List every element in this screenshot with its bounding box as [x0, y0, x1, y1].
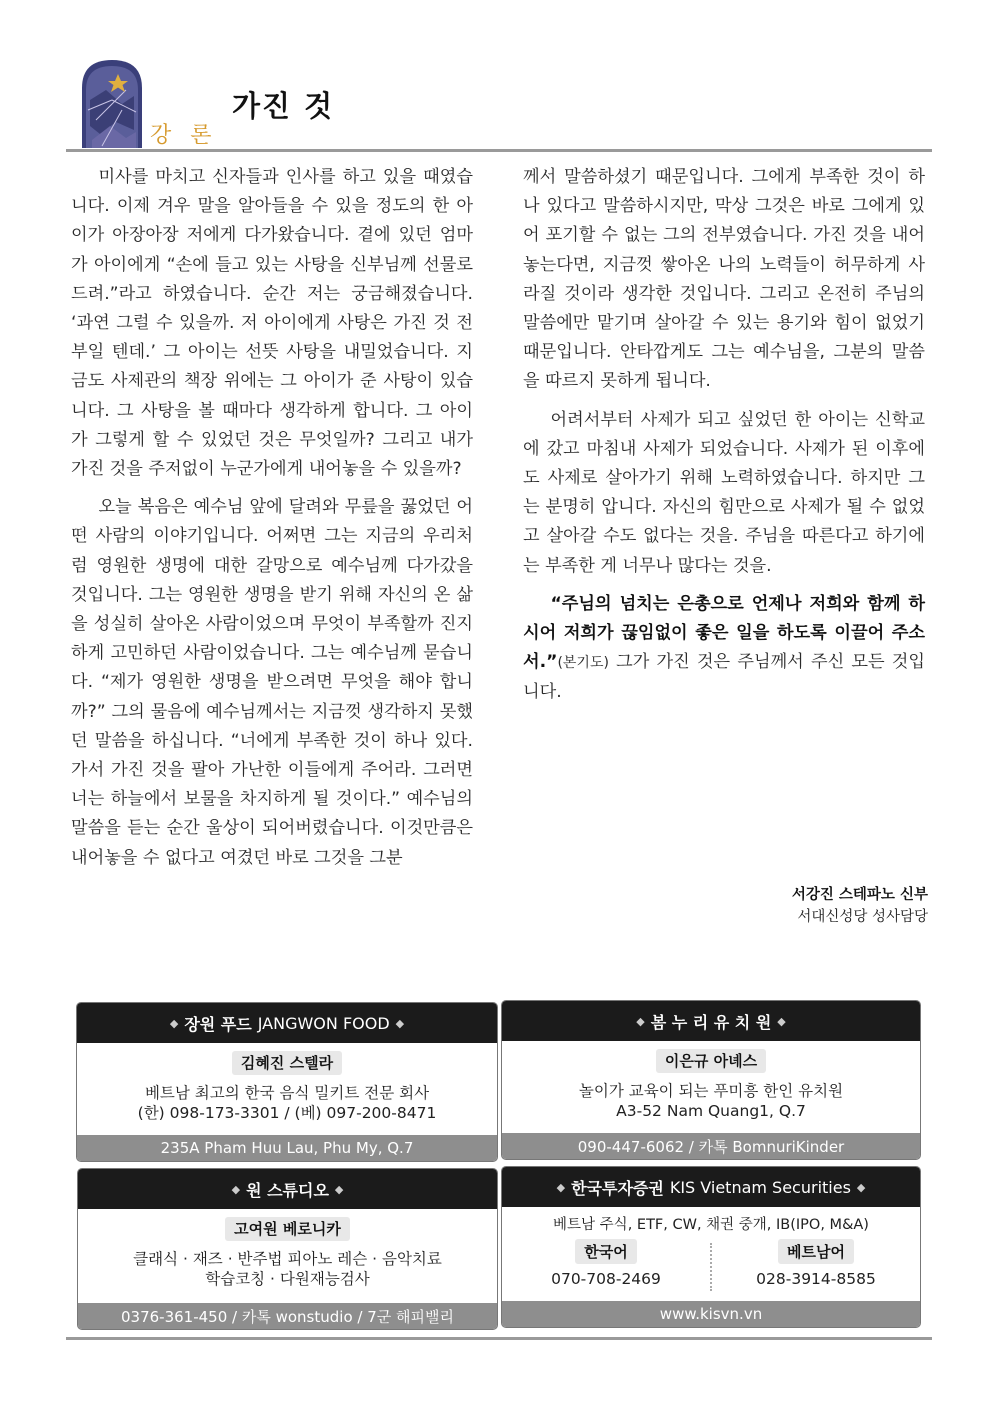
ad-title: 원 스튜디오 [246, 1180, 329, 1200]
diamond-icon: ◆ [556, 1180, 566, 1194]
closing-paragraph [523, 590, 925, 708]
ad-footer: www.kisvn.vn [502, 1301, 920, 1327]
ad-title-en: KIS Vietnam Securities [669, 1177, 851, 1197]
ad-title-en: JANGWON FOOD [257, 1013, 390, 1033]
ad-title: 한국투자증권 [571, 1178, 664, 1198]
ad-body [77, 1051, 497, 1123]
sermon-label: 강 론 [150, 123, 218, 148]
page-title: 가진 것 [232, 89, 335, 123]
diamond-icon: ◆ [231, 1182, 241, 1196]
diamond-icon: ◆ [777, 1014, 786, 1028]
contact-badge: 고여원 베로니카 [225, 1217, 350, 1241]
ad-line: 베트남 최고의 한국 음식 밀키트 전문 회사 [144, 1084, 430, 1102]
article-left-column [71, 163, 473, 882]
diamond-icon: ◆ [395, 1016, 405, 1030]
ad-header [78, 1169, 497, 1209]
vietnamese-contact [712, 1239, 920, 1291]
ad-won-studio [77, 1168, 498, 1330]
quote-source: (본기도) [557, 655, 609, 672]
diamond-icon: ◆ [856, 1180, 866, 1194]
ad-line: 놀이가 교육이 되는 푸미흥 한인 유치원 [578, 1082, 844, 1100]
ad-header [77, 1003, 497, 1043]
ad-title: 장원 푸드 [184, 1014, 252, 1034]
diamond-icon: ◆ [636, 1014, 645, 1028]
article-right-column [523, 163, 925, 717]
paragraph: 어려서부터 사제가 되고 싶었던 한 아이는 신학교에 갔고 마침내 사제가 되었습니다. 사제가 된 이후에도 사제로 살아가기 위해 노력하였습니다. 하지만 그는 분명히 압니다. 자신의 힘만으로 사제가 될 수 없었고 살아갈 수도 없다는 것을. 주님을 따른다고 하기에는 부족한 게 너무나 많다는 것을. [523, 409, 925, 576]
ad-line: 베트남 주식, ETF, CW, 채권 중개, IB(IPO, M&A) [553, 1217, 869, 1233]
diamond-icon: ◆ [169, 1016, 179, 1030]
sermon-logo-icon [82, 60, 142, 148]
phone-number: 028-3914-8585 [756, 1270, 876, 1288]
top-divider [66, 149, 932, 152]
ad-footer: 090-447-6062 / 카톡 BomnuriKinder [502, 1133, 920, 1159]
ad-footer: 0376-361-450 / 카톡 wonstudio / 7군 해피밸리 [78, 1303, 497, 1329]
phone-number: 070-708-2469 [551, 1270, 661, 1288]
signature-name: 서강진 스테파노 신부 [791, 887, 928, 903]
signature-role: 서대신성당 성사담당 [797, 909, 928, 925]
ad-line: (한) 098-173-3301 / (베) 097-200-8471 [137, 1104, 437, 1122]
paragraph: 오늘 복음은 예수님 앞에 달려와 무릎을 꿇었던 어떤 사람의 이야기입니다. 어쩌면 그는 지금의 우리처럼 영원한 생명에 대한 갈망으로 예수님께 다가갔을 것입니다. 그는 영원한 생명을 받기 위해 자신의 온 삶을 성실히 살아온 사람이었으며 무엇이 부족할까 진지하게 고민하던 사람이었습니다. 그는 예수님께 묻습니다. “제가 영원한 생명을 받으려면 무엇을 해야 합니까?” 그의 물음에 예수님께서는 지금껏 생각하지 못했던 말씀을 하십니다. “너에게 부족한 것이 하나 있다. 가서 가진 것을 팔아 가난한 이들에게 주어라. 그러면 너는 하늘에서 보물을 차지하게 될 것이다.” 예수님의 말씀을 듣는 순간 울상이 되어버렸습니다. 이것만큼은 내어놓을 수 없다고 여겼던 바로 그것을 그분 [71, 497, 473, 868]
ad-body [502, 1049, 920, 1121]
closing-text: 그가 가진 것은 주님께서 주신 모든 것입니다. [523, 652, 925, 703]
ad-line: 클래식 · 재즈 · 반주법 피아노 레슨 · 음악치료 [133, 1250, 442, 1268]
phone-split [502, 1239, 920, 1291]
signature [792, 884, 928, 928]
language-badge: 한국어 [575, 1239, 636, 1264]
ad-title: 봄 누 리 유 치 원 [650, 1012, 772, 1032]
ad-kis-securities [501, 1166, 921, 1328]
diamond-icon: ◆ [334, 1182, 344, 1196]
ad-body [502, 1215, 920, 1235]
ad-line: A3-52 Nam Quang1, Q.7 [616, 1102, 806, 1120]
ad-header [502, 1001, 920, 1041]
ad-header [502, 1167, 920, 1207]
ad-line: 학습코칭 · 다원재능검사 [205, 1270, 370, 1288]
contact-badge: 이은규 아녜스 [656, 1049, 766, 1073]
ad-footer: 235A Pham Huu Lau, Phu My, Q.7 [77, 1135, 497, 1161]
paragraph-continuation: 께서 말씀하셨기 때문입니다. 그에게 부족한 것이 하나 있다고 말씀하시지만, 막상 그것은 바로 그에게 있어 포기할 수 없는 그의 전부였습니다. 가진 것을 내어놓는다면, 지금껏 쌓아온 나의 노력들이 허무하게 사라질 것이라 생각한 것입니다. 그리고 온전히 주님의 말씀에만 맡기며 살아갈 수 있는 용기와 힘이 없었기 때문입니다. 안타깝게도 그는 예수님을, 그분의 말씀을 따르지 못하게 됩니다. [523, 167, 925, 392]
paragraph: 미사를 마치고 신자들과 인사를 하고 있을 때였습니다. 이제 겨우 말을 알아들을 수 있을 정도의 한 아이가 아장아장 저에게 다가왔습니다. 곁에 있던 엄마가 아이에게 “손에 들고 있는 사탕을 신부님께 선물로 드려.”라고 하였습니다. 순간 저는 궁금해졌습니다. ‘과연 그럴 수 있을까. 저 아이에게 사탕은 가진 것 전부일 텐데.’ 그 아이는 선뜻 사탕을 내밀었습니다. 지금도 사제관의 책장 위에는 그 아이가 준 사탕이 있습니다. 그 사탕을 볼 때마다 생각하게 합니다. 그 아이가 그렇게 할 수 있었던 것은 무엇일까? 그리고 내가 가진 것을 주저없이 누군가에게 내어놓을 수 있을까? [71, 167, 473, 480]
ad-body [78, 1217, 497, 1289]
bottom-divider [66, 1337, 932, 1340]
language-badge: 베트남어 [778, 1239, 854, 1264]
ad-jangwon-food [76, 1002, 498, 1162]
ad-bomnuri-kindergarten [501, 1000, 921, 1160]
contact-badge: 김혜진 스텔라 [232, 1051, 342, 1075]
prayer-quote: “주님의 넘치는 은총으로 언제나 저희와 함께 하시어 저희가 끊임없이 좋은 일을 하도록 이끌어 주소서.” [523, 593, 925, 673]
korean-contact [502, 1239, 710, 1291]
